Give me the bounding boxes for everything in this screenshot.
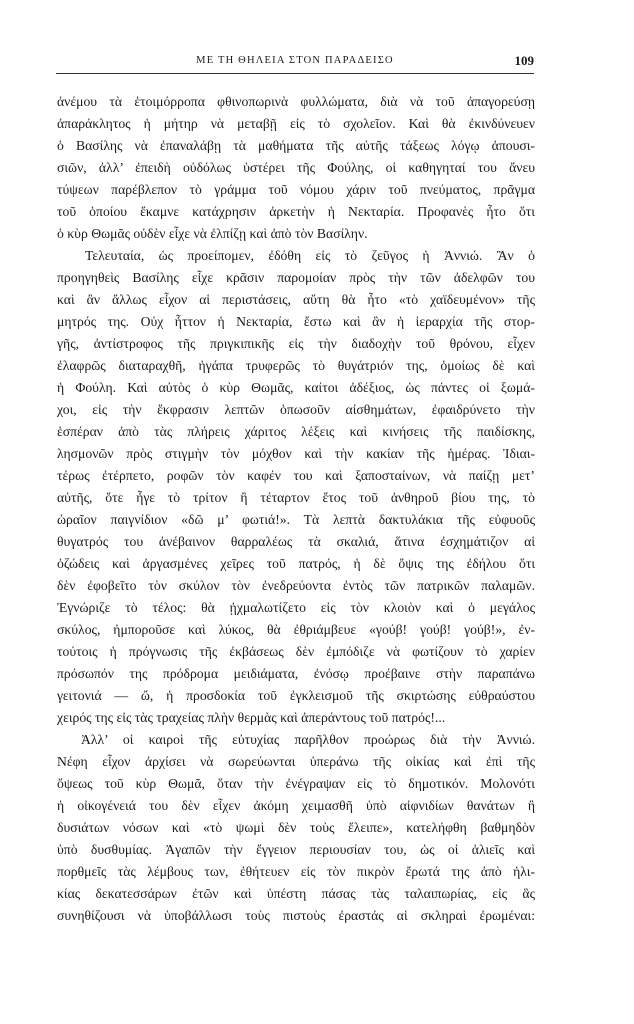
text-line: κίας δεκατεσσάρων ἐτῶν καὶ ὑπέστη πάσας τὰς ταλαιπωρίας, εἰς ἃς xyxy=(57,886,535,901)
text-line: θυγατρός του ἀνέβαινον θαρραλέως τὰ σκαλιά, ἅτινα ἐσχημάτιζον αἱ xyxy=(57,534,535,549)
text-line: δὲν ἐφοβεῖτο τὸν σκύλον τὸν ἐνεδρεύοντα ἐντὸς τῶν πατρικῶν παλαμῶν. xyxy=(57,578,535,593)
text-line: Ἐγνώριζε τὸ τέλος: θὰ ᾐχμαλωτίζετο εἰς τὸν κλοιὸν καὶ ὁ μεγάλος xyxy=(57,600,535,615)
text-line: συνηθίζουσι νὰ ὑποβάλλωσι τοὺς πιστοὺς ἐραστάς αἱ σκληραὶ ἐρωμέναι: xyxy=(57,908,535,923)
running-head xyxy=(56,55,534,75)
text-line: μητρός της. Οὐχ ἧττον ἡ Νεκταρία, ἔστω καὶ ἂν ἡ ἱεραρχία τῆς στορ- xyxy=(57,314,535,329)
running-title: ΜΕ ΤΗ ΘΗΛΕΙΑ ΣΤΟΝ ΠΑΡΑΔΕΙΣΟ xyxy=(196,55,394,66)
text-line: καὶ ἂν ἄλλως εἶχον αἱ περιστάσεις, αὕτη θὰ ἦτο «τὸ χαϊδευμένον» τῆς xyxy=(57,292,535,307)
text-line: ὄψεως τοῦ κὺρ Θωμᾶ, ὅταν τὴν ἐνέγραψαν εἰς τὸ δημοτικόν. Μολονότι xyxy=(57,776,535,791)
text-line: γειτονιά — ὤ, ἡ προσδοκία τοῦ ἐγκλεισμοῦ τῆς σκιρτώσης εὐθραύστου xyxy=(57,688,535,703)
text-line: λησμονῶν πρὸς στιγμὴν τὸν μόχθον καὶ τὴν κακίαν τῆς ἡμέρας. Ἰδιαι- xyxy=(57,446,535,461)
text-line: ὁ κὺρ Θωμᾶς οὐδὲν εἶχε νὰ ἐλπίζῃ καὶ ἀπὸ τὸν Βασίλην. xyxy=(57,226,368,241)
text-line: γῆς, ἀντίστροφος τῆς πριγκιπικῆς εἰς τὴν διαδοχὴν τοῦ θρόνου, εἶχεν xyxy=(57,336,535,351)
text-line: χοι, εἰς τὴν ἔκφρασιν λεπτῶν ὁπωσοῦν αἰσθημάτων, ἐφαιδρύνετο τὴν xyxy=(57,402,535,417)
text-line: αὐτῆς, ὅτε ἦγε τὸ τρίτον ἢ τέταρτον ἔτος τοῦ ἀνθηροῦ βίου της, τὸ xyxy=(57,490,535,505)
text-line: δυσιάτων νόσων καὶ «τὸ ψωμὶ δὲν τοὺς ἔλειπε», κατελήφθη βαθμηδὸν xyxy=(57,820,535,835)
text-line: τύψεων παρέβλεπον τὸ γράμμα τοῦ νόμου χάριν τοῦ πνεύματος, πρᾶγμα xyxy=(57,182,535,197)
text-line: τέρως ἐτέρπετο, ροφῶν τὸν καφέν του καὶ ξαποσταίνων, νὰ παίζῃ μετ’ xyxy=(57,468,535,483)
text-line: σκύλος, ἠμποροῦσε καὶ λύκος, θὰ ἐθριάμβευε «γούβ! γούβ! γούβ!», ἐν- xyxy=(57,622,535,637)
text-line: προηγηθεὶς Βασίλης εἶχε κρᾶσιν παρομοίαν πρὸς τὴν τῶν ἀδελφῶν του xyxy=(57,270,535,285)
text-line: τοῦ ὁποίου ἔκαμνε κατάχρησιν ἀρκετὴν ἡ Νεκταρία. Προφανὲς ἦτο ὅτι xyxy=(57,204,535,219)
text-line: ἀπαράκλητος ἡ μήτηρ νὰ μεταβῇ εἰς τὸ σχολεῖον. Καὶ θὰ ἐκινδύνευεν xyxy=(57,116,535,131)
body-text xyxy=(57,91,535,927)
text-line: ἡ οἰκογένειά του δὲν εἶχεν ἀκόμη χειμασθῆ ὑπὸ αἰφνιδίων θανάτων ἢ xyxy=(57,798,535,813)
text-line: ἑσπέραν ἀπὸ τὰς πλήρεις χάριτος λέξεις καὶ κινήσεις τῆς παιδίσκης, xyxy=(57,424,535,439)
text-line: Ἀλλ’ οἱ καιροὶ τῆς εὐτυχίας παρῆλθον προώρως διὰ τὴν Ἀννιώ. xyxy=(81,732,535,747)
text-line: χειρός της εἰς τὰς τραχείας πλὴν θερμὰς καὶ ἀπεράντους τοῦ πατρός!... xyxy=(57,710,446,725)
text-line: πορθμεῖς τὰς λέμβους των, ἐθήτευεν εἰς τὸν πικρὸν ἔρωτά της ἀπὸ ἡλι- xyxy=(57,864,535,879)
text-line: ὁ Βασίλης νὰ ἐπαναλάβῃ τὰ μαθήματα τῆς αὐτῆς τάξεως λόγῳ ἀπουσι- xyxy=(57,138,535,153)
page-number: 109 xyxy=(514,53,534,68)
text-line: ἡ Φούλη. Καὶ αὐτὸς ὁ κὺρ Θωμᾶς, καίτοι ἀδέξιος, ὡς πάντες οἱ ξωμά- xyxy=(57,380,535,395)
text-line: ὡραῖον παιγνίδιον «δῶ μ’ φωτιά!». Τὰ λεπτὰ δακτυλάκια τῆς εὐφυοῦς xyxy=(57,512,535,527)
text-line: τούτοις ἡ πρόγνωσις τῆς ἐκβάσεως δὲν ἐμπόδιζε νὰ φωτίζουν τὸ χαρίεν xyxy=(57,644,535,659)
text-line: ἀνέμου τὰ ἑτοιμόρροπα φθινοπωρινὰ φυλλώματα, διὰ νὰ τοῦ ἀπαγορεύσῃ xyxy=(57,94,535,109)
header-rule xyxy=(56,73,534,74)
text-line: ὀζώδεις καὶ ἀργασμένες χεῖρες τοῦ πατρός, ἡ δὲ ὄψις της ἐδήλου ὅτι xyxy=(57,556,535,571)
text-line: Τελευταία, ὡς προείπομεν, ἐδόθη εἰς τὸ ζεῦγος ἡ Ἀννιώ. Ἂν ὁ xyxy=(85,248,535,263)
text-line: σιῶν, ἀλλ’ ἐπειδὴ οὐδόλως ὑστέρει τῆς Φούλης, οἱ καθηγηταί του ἄνευ xyxy=(57,160,535,175)
text-line: πρόσωπόν της πρόδρομα μειδιάματα, ἐνόσῳ προέβαινε στὴν παραπάνω xyxy=(57,666,535,681)
text-line: ὑπὸ δυσθυμίας. Ἀγαπῶν τὴν ἔγγειον περιουσίαν του, ὡς οἱ ἁλιεῖς καὶ xyxy=(57,842,535,857)
text-line: ἐλαφρῶς διαταραχθῆ, ἠγάπα τρυφερῶς τὸ θυγάτριόν της, ὁμοίως δὲ καὶ xyxy=(57,358,535,373)
text-line: Νέφη εἶχον ἀρχίσει νὰ σωρεύωνται ὑπεράνω τῆς οἰκίας καὶ ἐπὶ τῆς xyxy=(57,754,535,769)
